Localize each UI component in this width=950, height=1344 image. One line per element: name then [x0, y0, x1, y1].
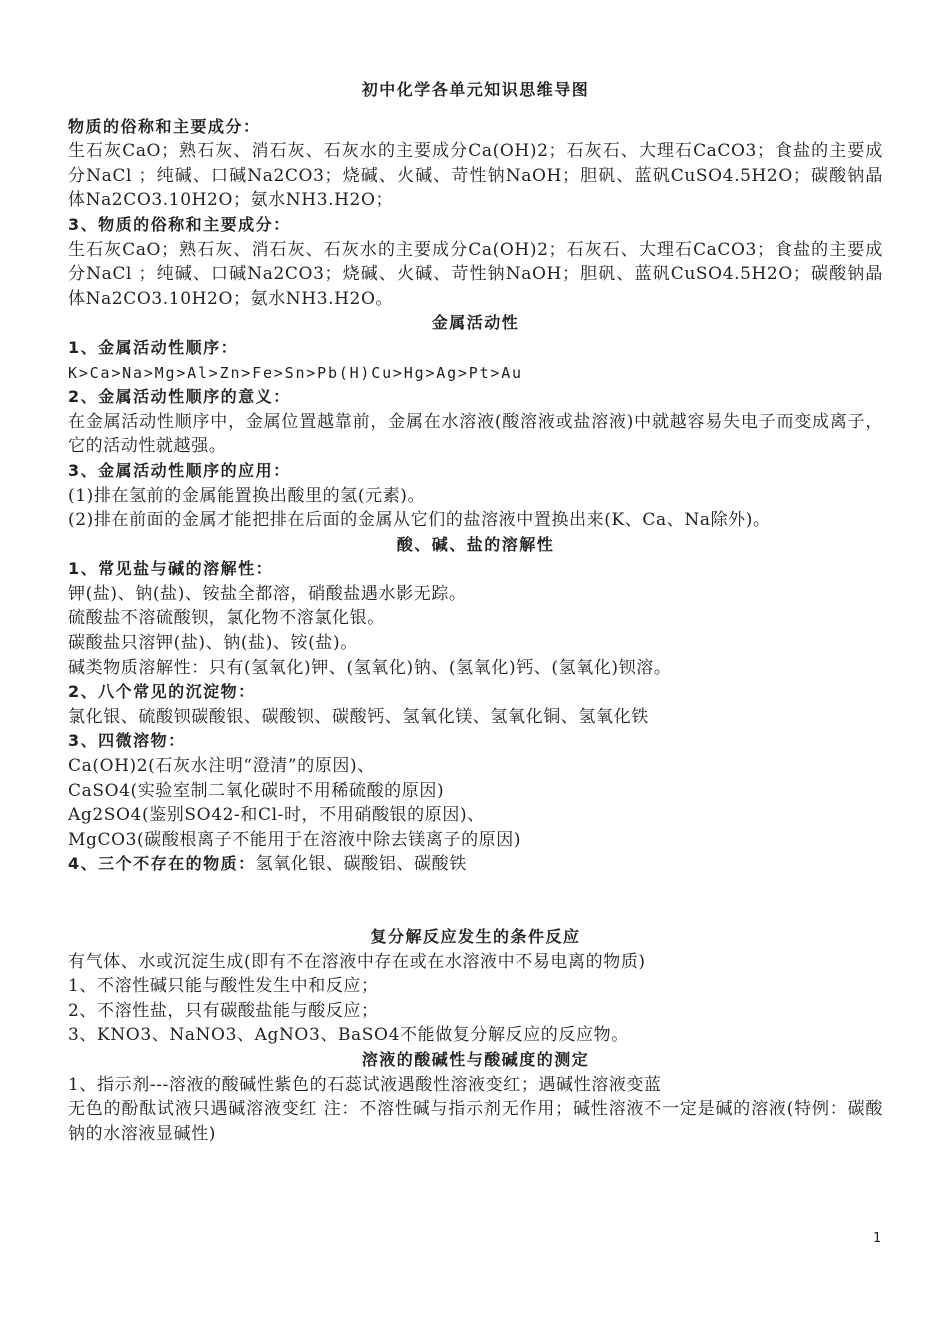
paragraph-common-names-2: 生石灰CaO；熟石灰、消石灰、石灰水的主要成分Ca(OH)2；石灰石、大理石CaCO3；食盐的主要成分NaCl ；纯碱、口碱Na2CO3；烧碱、火碱、苛性钠NaOH；胆矾、蓝矾CuSO4.5H2O；碳酸钠晶体Na2CO3.10H2O；氨水NH3.H2O。 [68, 239, 883, 309]
activity-series: K>Ca>Na>Mg>Al>Zn>Fe>Sn>Pb(H)Cu>Hg>Ag>Pt>Au [68, 363, 523, 382]
double-decomposition-condition: 有气体、水或沉淀生成(即有不在溶液中存在或在水溶液中不易电离的物质) [68, 951, 646, 972]
heading-activity-order: 1、金属活动性顺序： [68, 337, 239, 357]
heading-nonexistent-substances: 4、三个不存在的物质： [68, 854, 256, 874]
section-heading-common-names-3: 3、物质的俗称和主要成分： [68, 214, 291, 234]
slightly-soluble-item-3: Ag2SO4(鉴别SO42-和Cl-时，不用硝酸银的原因)、 [68, 805, 485, 826]
section-title-double-decomposition: 复分解反应发生的条件反应 [370, 927, 581, 946]
heading-activity-application: 3、金属活动性顺序的应用： [68, 460, 291, 480]
solubility-rule-2: 硫酸盐不溶硫酸钡，氯化物不溶氯化银。 [68, 608, 385, 629]
indicator-line-2: 无色的酚酞试液只遇碱溶液变红 注：不溶性碱与指示剂无作用；碱性溶液不一定是碱的溶液(特例：碳酸钠的水溶液显碱性) [68, 1099, 883, 1144]
page-number: 1 [873, 1231, 882, 1246]
precipitates-list: 氯化银、硫酸钡碳酸银、碳酸钡、碳酸钙、氢氧化镁、氢氧化铜、氢氧化铁 [68, 706, 649, 727]
heading-salt-base-solubility: 1、常见盐与碱的溶解性： [68, 559, 274, 579]
indicator-line-1: 1、指示剂---溶液的酸碱性紫色的石蕊试液遇酸性溶液变红；遇碱性溶液变蓝 [68, 1074, 662, 1095]
slightly-soluble-item-4: MgCO3(碳酸根离子不能用于在溶液中除去镁离子的原因) [68, 829, 522, 850]
application-item-1: (1)排在氢前的金属能置换出酸里的氢(元素)。 [68, 485, 426, 506]
heading-slightly-soluble: 3、四微溶物： [68, 731, 186, 751]
slightly-soluble-item-1: Ca(OH)2(石灰水注明“澄清”的原因)、 [68, 756, 375, 777]
document-page [68, 78, 883, 1146]
nonexistent-substances-line [68, 852, 883, 877]
nonexistent-substances-list: 氢氧化银、碳酸铝、碳酸铁 [255, 854, 467, 875]
heading-activity-meaning: 2、金属活动性顺序的意义： [68, 387, 291, 407]
application-item-2: (2)排在前面的金属才能把排在后面的金属从它们的盐溶液中置换出来(K、Ca、Na除外)。 [68, 510, 771, 531]
section-title-metal-activity: 金属活动性 [431, 313, 520, 333]
double-decomposition-rule-1: 1、不溶性碱只能与酸性发生中和反应； [68, 976, 379, 997]
section-title-acidity: 溶液的酸碱性与酸碱度的测定 [361, 1049, 590, 1069]
section-heading-common-names: 物质的俗称和主要成分： [68, 116, 261, 136]
solubility-rule-4: 碱类物质溶解性：只有(氢氧化)钾、(氢氧化)钠、(氢氧化)钙、(氢氧化)钡溶。 [68, 657, 672, 678]
slightly-soluble-item-2: CaSO4(实验室制二氧化碳时不用稀硫酸的原因) [68, 780, 445, 801]
paragraph-activity-meaning: 在金属活动性顺序中，金属位置越靠前，金属在水溶液(酸溶液或盐溶液)中就越容易失电子而变成离子，它的活动性就越强。 [68, 411, 883, 457]
double-decomposition-rule-3: 3、KNO3、NaNO3、AgNO3、BaSO4不能做复分解反应的反应物。 [68, 1025, 629, 1046]
double-decomposition-rule-2: 2、不溶性盐，只有碳酸盐能与酸反应； [68, 1000, 379, 1021]
solubility-rule-1: 钾(盐)、钠(盐)、铵盐全都溶，硝酸盐遇水影无踪。 [68, 583, 467, 604]
solubility-rule-3: 碳酸盐只溶钾(盐)、钠(盐)、铵(盐)。 [68, 633, 358, 654]
page-title: 初中化学各单元知识思维导图 [361, 80, 590, 99]
heading-precipitates: 2、八个常见的沉淀物： [68, 682, 256, 702]
section-title-solubility: 酸、碱、盐的溶解性 [396, 534, 555, 554]
paragraph-common-names-1: 生石灰CaO；熟石灰、消石灰、石灰水的主要成分Ca(OH)2；石灰石、大理石CaCO3；食盐的主要成分NaCl ；纯碱、口碱Na2CO3；烧碱、火碱、苛性钠NaOH；胆矾、蓝矾CuSO4.5H2O；碳酸钠晶体Na2CO3.10H2O；氨水NH3.H2O； [68, 141, 883, 211]
